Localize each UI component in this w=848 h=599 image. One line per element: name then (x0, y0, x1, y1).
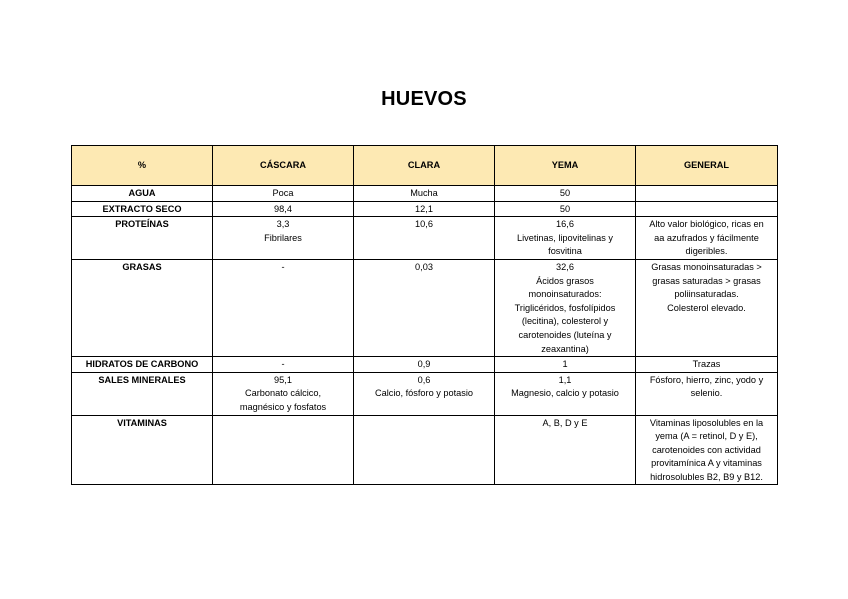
composition-table (71, 145, 778, 485)
header-percent: % (72, 146, 213, 186)
table-row (72, 415, 778, 485)
table-row (72, 372, 778, 415)
cell-general (636, 372, 778, 415)
header-general: GENERAL (636, 146, 778, 186)
header-clara: CLARA (354, 146, 495, 186)
cell-text: 50 (559, 203, 571, 214)
cell-text: 32,6 (556, 261, 574, 272)
cell-yema (495, 201, 636, 217)
table-row (72, 259, 778, 356)
cell-yema (495, 415, 636, 485)
cell-cascara (213, 201, 354, 217)
cell-cascara (213, 259, 354, 356)
cell-cascara (213, 217, 354, 260)
page-title: HUEVOS (381, 88, 467, 110)
cell-clara (354, 259, 495, 356)
row-label: VITAMINAS (72, 415, 213, 485)
cell-clara (354, 357, 495, 373)
cell-text: Fibrilares (264, 232, 302, 243)
cell-general (636, 415, 778, 485)
row-label: AGUA (72, 186, 213, 202)
cell-text: fosvitina (548, 246, 582, 257)
cell-text: - (281, 261, 285, 272)
cell-yema (495, 259, 636, 356)
table-row (72, 217, 778, 260)
cell-general (636, 357, 778, 373)
cell-general (636, 201, 778, 217)
cell-text: 0,9 (417, 359, 431, 370)
cell-text: Fósforo, hierro, zinc, yodo y (649, 374, 764, 385)
cell-text: 1 (562, 359, 568, 370)
cell-text: Mucha (410, 188, 438, 198)
cell-text: poliinsaturadas. (674, 289, 739, 300)
cell-text: Vitaminas liposolubles en la (649, 417, 764, 428)
cell-text: 95,1 (274, 374, 292, 385)
cell-clara (354, 186, 495, 202)
header-yema: YEMA (495, 146, 636, 186)
cell-text: 3,3 (276, 219, 290, 230)
cell-text: 50 (559, 188, 571, 198)
row-label: GRASAS (72, 259, 213, 356)
row-label: EXTRACTO SECO (72, 201, 213, 217)
cell-text: hidrosolubles B2, B9 y B12. (650, 471, 763, 482)
cell-text: monoinsaturados: (528, 289, 602, 300)
cell-text: Colesterol elevado. (667, 302, 746, 313)
cell-text: (lecitina), colesterol y (521, 316, 609, 327)
cell-text: Ácidos grasos (536, 275, 594, 286)
cell-text: 16,6 (556, 219, 574, 230)
cell-text: 12,1 (415, 203, 433, 214)
cell-text: carotenoides con actividad (652, 444, 761, 455)
cell-general (636, 186, 778, 202)
table-row (72, 201, 778, 217)
cell-yema (495, 372, 636, 415)
cell-cascara (213, 415, 354, 485)
cell-text: Trazas (692, 359, 721, 370)
cell-text: Triglicéridos, fosfolípidos (514, 302, 616, 313)
cell-text: 0,6 (417, 374, 431, 385)
cell-text: aa azufrados y fácilmente (654, 232, 759, 243)
cell-text: Alto valor biológico, ricas en (649, 219, 764, 230)
cell-text: digeribles. (685, 246, 728, 257)
header-row (72, 146, 778, 186)
cell-clara (354, 201, 495, 217)
cell-text: 0,03 (415, 261, 433, 272)
cell-text: 1,1 (558, 374, 572, 385)
cell-yema (495, 217, 636, 260)
cell-cascara (213, 357, 354, 373)
cell-text: carotenoides (luteína y (518, 329, 612, 340)
cell-yema (495, 357, 636, 373)
cell-text: zeaxantina) (541, 343, 589, 354)
cell-text: - (281, 359, 285, 370)
cell-text: yema (A = retinol, D y E), (655, 431, 758, 442)
cell-text: 98,4 (274, 203, 292, 214)
cell-text: A, B, D y E (542, 417, 588, 428)
cell-text: 10,6 (415, 219, 433, 230)
cell-text: Poca (272, 188, 294, 198)
row-label: HIDRATOS DE CARBONO (72, 357, 213, 373)
row-label: SALES MINERALES (72, 372, 213, 415)
cell-text: Calcio, fósforo y potasio (374, 388, 474, 399)
cell-text: Livetinas, lipovitelinas y (516, 232, 613, 243)
cell-text: Grasas monoinsaturadas > (651, 261, 762, 272)
cell-yema (495, 186, 636, 202)
cell-clara (354, 217, 495, 260)
cell-cascara (213, 372, 354, 415)
cell-text: provitamínica A y vitaminas (651, 458, 762, 469)
header-cascara: CÁSCARA (213, 146, 354, 186)
row-label: PROTEÍNAS (72, 217, 213, 260)
cell-clara (354, 415, 495, 485)
cell-text: magnésico y fosfatos (239, 401, 327, 412)
cell-general (636, 259, 778, 356)
cell-text: Magnesio, calcio y potasio (511, 388, 619, 399)
cell-text: selenio. (690, 388, 723, 399)
cell-text: grasas saturadas > grasas (652, 275, 761, 286)
cell-cascara (213, 186, 354, 202)
table-row (72, 186, 778, 202)
cell-clara (354, 372, 495, 415)
table-row (72, 357, 778, 373)
cell-general (636, 217, 778, 260)
cell-text: Carbonato cálcico, (244, 388, 322, 399)
